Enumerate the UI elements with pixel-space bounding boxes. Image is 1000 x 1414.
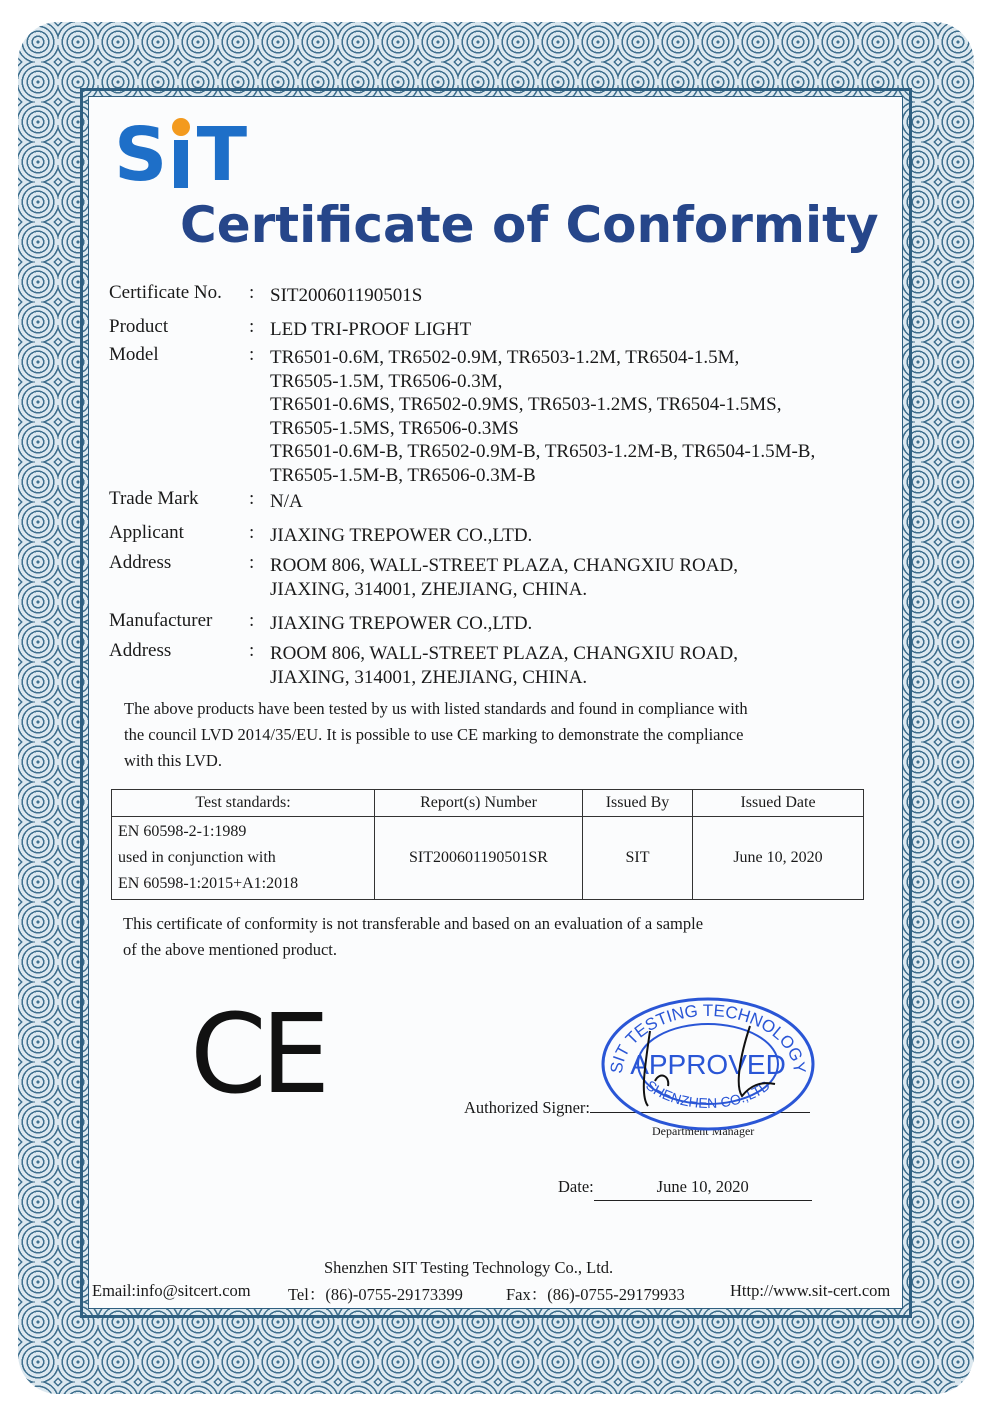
value-line: TR6501-0.6M, TR6502-0.9M, TR6503-1.2M, TR6504-1.5M, — [270, 347, 740, 368]
text-line: with this LVD. — [124, 751, 222, 770]
date-value: June 10, 2020 — [594, 1174, 812, 1201]
test-standards-table — [111, 789, 864, 900]
signer-label: Authorized Signer: — [464, 1098, 591, 1117]
field-value — [270, 490, 303, 514]
field-separator: : — [249, 610, 255, 631]
value-line: TR6505-1.5MS, TR6506-0.3MS — [270, 417, 519, 439]
footer-company: Shenzhen SIT Testing Technology Co., Ltd. — [324, 1258, 614, 1277]
text-line: the council LVD 2014/35/EU. It is possible to use CE marking to demonstrate the compliance — [124, 725, 744, 744]
date-line — [558, 1174, 812, 1201]
field-separator: : — [249, 488, 255, 509]
sit-logo: S T — [114, 112, 250, 198]
footer-email: Email:info@sitcert.com — [92, 1281, 251, 1300]
standard-line: EN 60598-2-1:1989 — [118, 823, 247, 840]
value-line: TR6501-0.6M-B, TR6502-0.9M-B, TR6503-1.2M-B, TR6504-1.5M-B, — [270, 441, 816, 462]
value-line: TR6501-0.6MS, TR6502-0.9MS, TR6503-1.2MS, TR6504-1.5MS, — [270, 394, 782, 415]
value-line: TR6505-1.5M, TR6506-0.3M, — [270, 370, 503, 392]
standard-line: EN 60598-1:2015+A1:2018 — [118, 875, 299, 892]
text-line: This certificate of conformity is not transferable and based on an evaluation of a sample — [123, 914, 704, 933]
stamp-center-text: APPROVED — [630, 1049, 786, 1080]
ce-mark: CE — [190, 990, 325, 1118]
field-value — [270, 612, 532, 636]
field-label: Certificate No. — [109, 282, 222, 303]
date-label: Date: — [558, 1177, 594, 1196]
value-line: N/A — [270, 491, 303, 512]
signer-role: Department Manager — [652, 1124, 755, 1138]
field-separator: : — [249, 522, 255, 543]
footer-website: Http://www.sit-cert.com — [730, 1281, 891, 1300]
value-line: JIAXING TREPOWER CO.,LTD. — [270, 525, 533, 546]
field-label: Address — [109, 640, 172, 661]
field-label: Applicant — [109, 522, 184, 543]
header-test-standards: Test standards: — [112, 790, 375, 817]
disclaimer — [123, 911, 703, 963]
value-line: ROOM 806, WALL-STREET PLAZA, CHANGXIU ROAD, — [270, 643, 738, 664]
cell-issued-by: SIT — [583, 817, 693, 900]
field-separator: : — [249, 344, 255, 365]
compliance-text — [124, 696, 748, 774]
field-value — [270, 346, 815, 487]
cell-issued-date: June 10, 2020 — [693, 817, 864, 900]
cell-standards — [112, 817, 375, 900]
value-line: TR6505-1.5M-B, TR6506-0.3M-B — [270, 464, 536, 486]
field-label: Manufacturer — [109, 610, 213, 631]
value-line: SIT200601190501S — [270, 285, 423, 306]
standard-line: used in conjunction with — [118, 849, 276, 866]
header-issued-date: Issued Date — [693, 790, 864, 817]
value-line: JIAXING TREPOWER CO.,LTD. — [270, 613, 533, 634]
text-line: The above products have been tested by us with listed standards and found in compliance with — [124, 699, 748, 718]
field-value — [270, 554, 738, 601]
field-separator: : — [249, 282, 255, 303]
stamp-top-text: SIT TESTING TECHNOLOGY — [606, 1001, 810, 1075]
field-value — [270, 284, 422, 308]
value-line: ROOM 806, WALL-STREET PLAZA, CHANGXIU ROAD, — [270, 555, 738, 576]
field-label: Product — [109, 316, 169, 337]
value-line: JIAXING, 314001, ZHEJIANG, CHINA. — [270, 666, 588, 688]
stamp-bottom-text: SHENZHEN CO.,LTD — [643, 1076, 773, 1112]
field-label: Address — [109, 552, 172, 573]
value-line: LED TRI-PROOF LIGHT — [270, 319, 472, 340]
footer-fax: Fax：(86)-0755-29179933 — [506, 1285, 685, 1304]
header-report-number: Report(s) Number — [375, 790, 583, 817]
logo-dot — [172, 118, 190, 136]
field-label: Model — [109, 344, 159, 365]
table-row — [112, 817, 864, 900]
approved-stamp — [600, 996, 816, 1132]
value-line: JIAXING, 314001, ZHEJIANG, CHINA. — [270, 578, 588, 600]
field-separator: : — [249, 640, 255, 661]
field-value — [270, 318, 471, 342]
cell-report: SIT200601190501SR — [375, 817, 583, 900]
certificate-title: Certificate of Conformity — [180, 196, 879, 254]
text-line: of the above mentioned product. — [123, 940, 337, 959]
field-label: Trade Mark — [109, 488, 199, 509]
header-issued-by: Issued By — [583, 790, 693, 817]
field-separator: : — [249, 316, 255, 337]
footer-tel: Tel：(86)-0755-29173399 — [288, 1285, 463, 1304]
table-header-row — [112, 790, 864, 817]
field-value — [270, 642, 738, 689]
field-value — [270, 524, 532, 548]
field-separator: : — [249, 552, 255, 573]
